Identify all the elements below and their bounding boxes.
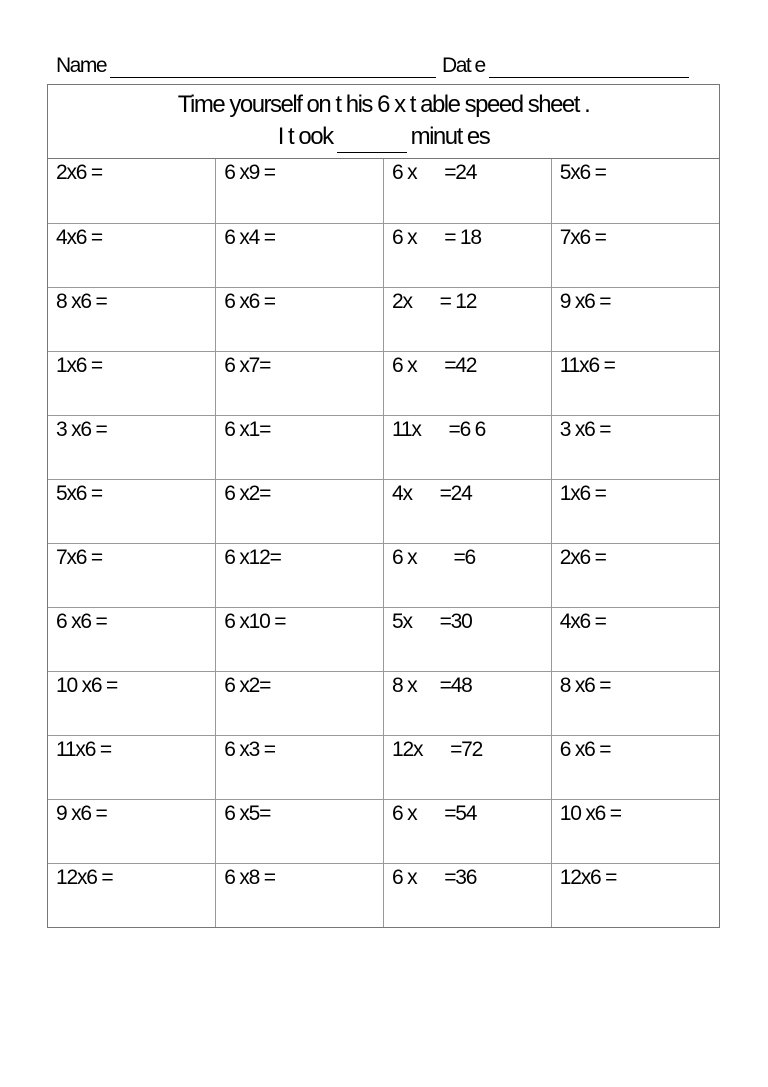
problem-cell[interactable]: 6 x =42 <box>384 351 552 415</box>
name-date-line <box>56 54 706 86</box>
problem-cell[interactable]: 6 x1= <box>216 415 384 479</box>
problem-row <box>48 543 719 607</box>
problem-cell[interactable]: 8 x =48 <box>384 671 552 735</box>
problem-cell[interactable]: 6 x6 = <box>48 607 216 671</box>
problem-cell[interactable]: 3 x6 = <box>48 415 216 479</box>
problem-cell[interactable]: 11x6 = <box>551 351 719 415</box>
problem-row <box>48 479 719 543</box>
problem-row <box>48 415 719 479</box>
problem-cell[interactable]: 6 x3 = <box>216 735 384 799</box>
problem-row <box>48 799 719 863</box>
problem-cell[interactable]: 6 x = 18 <box>384 223 552 287</box>
date-label: Dat e <box>442 54 485 77</box>
date-blank[interactable] <box>489 55 689 78</box>
problem-cell[interactable]: 2x6 = <box>56 161 102 184</box>
problem-cell[interactable]: 12x =72 <box>384 735 552 799</box>
minutes-blank[interactable] <box>337 128 407 153</box>
problem-grid <box>48 159 719 927</box>
problem-cell[interactable]: 6 x8 = <box>216 863 384 927</box>
problem-cell[interactable]: 2x6 = <box>551 543 719 607</box>
problem-cell[interactable]: 6 x7= <box>216 351 384 415</box>
header-line-1: Time yourself on t his 6 x t able speed sheet . <box>177 91 590 118</box>
problem-cell[interactable]: 6 x9 = <box>216 159 384 223</box>
problem-cell[interactable]: 7x6 = <box>551 223 719 287</box>
header-line-2-suffix: minut es <box>410 123 490 150</box>
problem-cell[interactable]: 2x = 12 <box>384 287 552 351</box>
problem-cell[interactable]: 11x6 = <box>48 735 216 799</box>
problem-row <box>48 287 719 351</box>
problem-cell[interactable]: 7x6 = <box>48 543 216 607</box>
problem-cell[interactable]: 12x6 = <box>48 863 216 927</box>
problem-cell[interactable]: 9 x6 = <box>551 287 719 351</box>
problem-cell[interactable]: 6 x6 = <box>216 287 384 351</box>
problem-cell[interactable]: 1x6 = <box>551 479 719 543</box>
problem-row <box>48 863 719 927</box>
problem-cell[interactable]: 1x6 = <box>48 351 216 415</box>
name-blank[interactable] <box>110 55 436 78</box>
problem-cell[interactable]: 4x6 = <box>48 223 216 287</box>
problem-row <box>48 607 719 671</box>
problem-cell[interactable]: 6 x2= <box>216 671 384 735</box>
problem-row <box>48 671 719 735</box>
header-line-2 <box>48 121 719 153</box>
problem-cell[interactable]: 4x6 = <box>551 607 719 671</box>
problem-cell[interactable]: 10 x6 = <box>551 799 719 863</box>
problem-row <box>48 351 719 415</box>
problem-cell[interactable]: 6 x6 = <box>551 735 719 799</box>
problem-cell[interactable]: 8 x6 = <box>551 671 719 735</box>
name-label: Name <box>56 54 107 77</box>
problem-cell[interactable]: 6 x4 = <box>216 223 384 287</box>
problem-cell[interactable]: 5x =30 <box>384 607 552 671</box>
problem-row <box>48 159 719 223</box>
problem-cell[interactable]: 6 x5= <box>216 799 384 863</box>
header-line-2-prefix: I t ook <box>277 123 333 150</box>
problem-cell[interactable]: 4x =24 <box>384 479 552 543</box>
problem-cell[interactable]: 6 x =6 <box>384 543 552 607</box>
problem-cell[interactable]: 12x6 = <box>551 863 719 927</box>
problem-cell[interactable]: 6 x10 = <box>216 607 384 671</box>
problem-row <box>48 223 719 287</box>
problem-cell[interactable]: 10 x6 = <box>48 671 216 735</box>
problem-cell[interactable]: 8 x6 = <box>48 287 216 351</box>
problem-cell[interactable]: 6 x =54 <box>384 799 552 863</box>
problem-cell[interactable]: 3 x6 = <box>551 415 719 479</box>
problem-cell[interactable]: 6 x =24 <box>384 159 552 223</box>
problem-cell[interactable]: 6 x12= <box>216 543 384 607</box>
problem-cell[interactable]: 5x6 = <box>551 159 719 223</box>
problem-row <box>48 735 719 799</box>
problem-cell[interactable]: 11x =6 6 <box>384 415 552 479</box>
problem-cell[interactable]: 6 x2= <box>216 479 384 543</box>
problem-cell[interactable]: 5x6 = <box>48 479 216 543</box>
problem-cell[interactable]: 6 x =36 <box>384 863 552 927</box>
worksheet-header <box>48 85 719 159</box>
worksheet <box>47 84 720 928</box>
problem-cell[interactable]: 9 x6 = <box>48 799 216 863</box>
